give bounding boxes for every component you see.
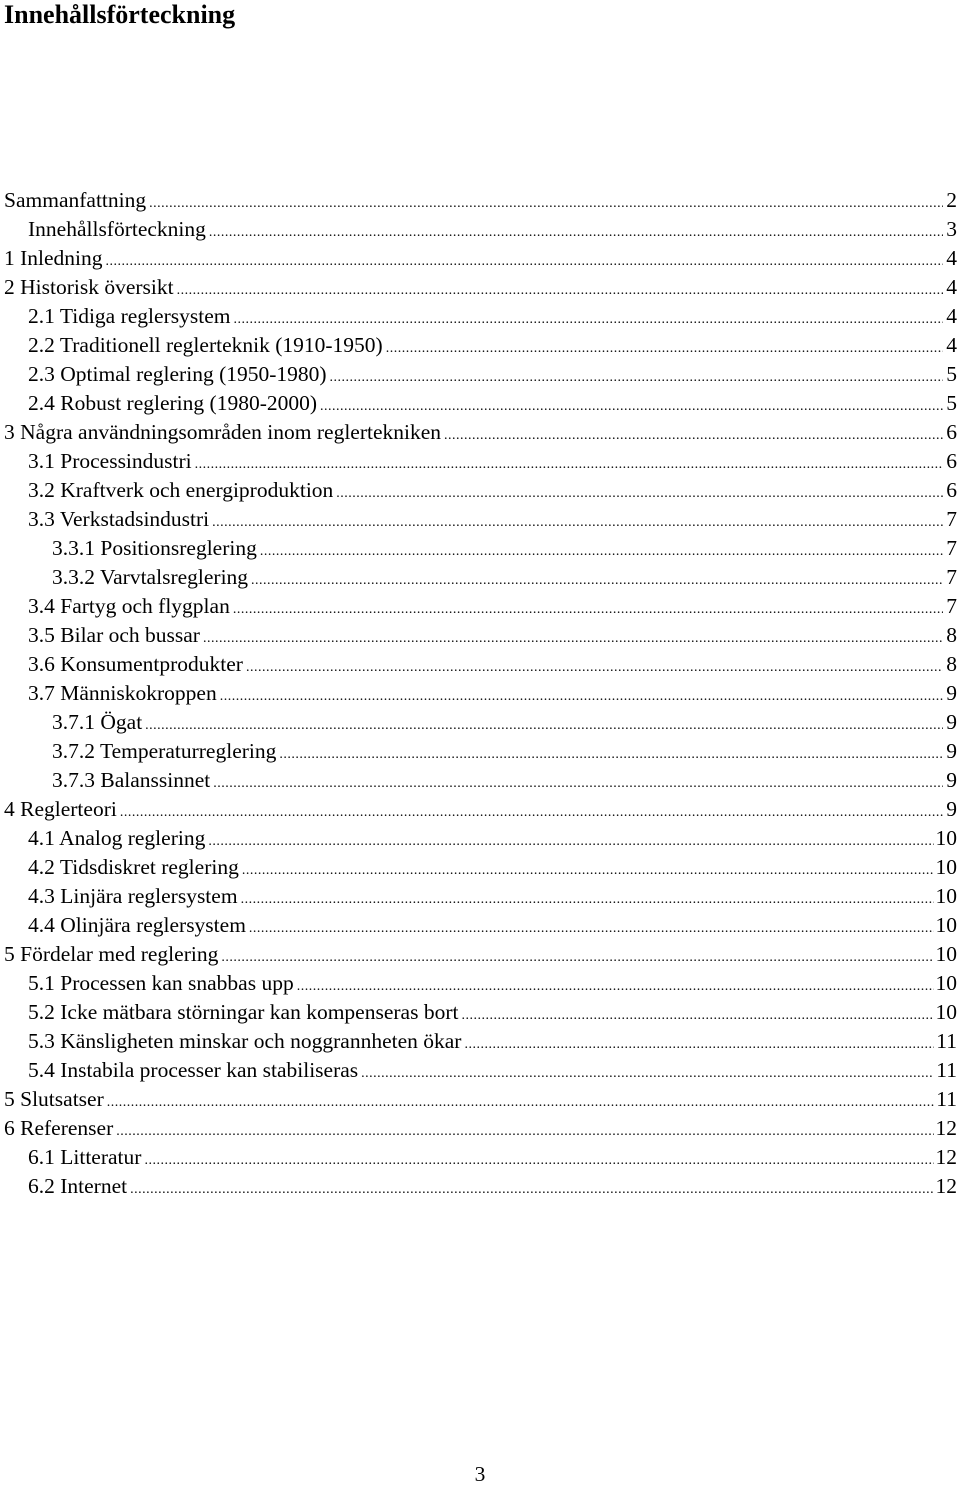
toc-dot-leader xyxy=(220,682,943,711)
toc-entry[interactable] xyxy=(4,360,957,389)
toc-entry[interactable] xyxy=(4,418,957,447)
toc-entry-page: 7 xyxy=(946,536,957,560)
toc-entry-page: 2 xyxy=(946,188,957,212)
toc-entry-label: 3.6 Konsumentprodukter xyxy=(28,652,243,676)
toc-entry[interactable] xyxy=(4,1114,957,1143)
toc-entry[interactable] xyxy=(4,592,957,621)
toc-entry-page: 10 xyxy=(935,884,957,908)
toc-entry-page: 12 xyxy=(935,1116,957,1140)
toc-entry[interactable] xyxy=(4,969,957,998)
toc-entry-label: 3.1 Processindustri xyxy=(28,449,192,473)
toc-entry[interactable] xyxy=(4,795,957,824)
toc-entry-page: 10 xyxy=(935,971,957,995)
toc-dot-leader xyxy=(260,537,943,566)
toc-dot-leader xyxy=(242,856,934,885)
toc-entry[interactable] xyxy=(4,1085,957,1114)
toc-entry[interactable] xyxy=(4,534,957,563)
toc-entry-label: 3.7.3 Balanssinnet xyxy=(52,768,211,792)
toc-dot-leader xyxy=(203,624,943,653)
toc-entry[interactable] xyxy=(4,302,957,331)
toc-dot-leader xyxy=(251,566,943,595)
toc-entry[interactable] xyxy=(4,331,957,360)
toc-entry[interactable] xyxy=(4,882,957,911)
toc-entry-page: 8 xyxy=(946,623,957,647)
toc-entry[interactable] xyxy=(4,679,957,708)
toc-entry-label: 3.3 Verkstadsindustri xyxy=(28,507,210,531)
toc-entry-label: Sammanfattning xyxy=(4,188,147,212)
toc-entry-page: 6 xyxy=(946,420,957,444)
toc-entry[interactable] xyxy=(4,621,957,650)
toc-entry-page: 12 xyxy=(935,1174,957,1198)
toc-entry-label: 5.2 Icke mätbara störningar kan kompenseras bort xyxy=(28,1000,459,1024)
toc-entry[interactable] xyxy=(4,1172,957,1201)
toc-dot-leader xyxy=(208,827,933,856)
toc-entry[interactable] xyxy=(4,824,957,853)
toc-entry-label: 3.7.1 Ögat xyxy=(52,710,143,734)
toc-dot-leader xyxy=(116,1117,933,1146)
toc-entry[interactable] xyxy=(4,737,957,766)
toc-entry[interactable] xyxy=(4,650,957,679)
toc-entry-page: 4 xyxy=(946,304,957,328)
toc-entry[interactable] xyxy=(4,708,957,737)
toc-dot-leader xyxy=(246,653,943,682)
toc-dot-leader xyxy=(386,334,943,363)
toc-entry[interactable] xyxy=(4,1143,957,1172)
toc-entry[interactable] xyxy=(4,853,957,882)
toc-entry-page: 9 xyxy=(946,681,957,705)
toc-entry-label: 5 Slutsatser xyxy=(4,1087,104,1111)
toc-dot-leader xyxy=(209,218,943,247)
toc-dot-leader xyxy=(233,305,943,334)
toc-entry-label: 3.7 Människokroppen xyxy=(28,681,217,705)
toc-entry-page: 12 xyxy=(935,1145,957,1169)
toc-dot-leader xyxy=(444,421,943,450)
toc-dot-leader xyxy=(212,508,943,537)
toc-dot-leader xyxy=(461,1001,933,1030)
toc-dot-leader xyxy=(297,972,934,1001)
toc-dot-leader xyxy=(320,392,943,421)
toc-entry-page: 10 xyxy=(935,855,957,879)
toc-entry-label: 3 Några användningsområden inom reglertekniken xyxy=(4,420,442,444)
toc-entry-label: 6.1 Litteratur xyxy=(28,1145,142,1169)
document-title: Innehållsförteckning xyxy=(4,0,236,29)
toc-entry[interactable] xyxy=(4,273,957,302)
toc-entry-label: 2.2 Traditionell reglerteknik (1910-1950) xyxy=(28,333,383,357)
toc-entry-label: 2.4 Robust reglering (1980-2000) xyxy=(28,391,318,415)
toc-entry-label: 3.5 Bilar och bussar xyxy=(28,623,200,647)
toc-dot-leader xyxy=(177,276,943,305)
toc-entry-label: 6.2 Internet xyxy=(28,1174,128,1198)
toc-dot-leader xyxy=(120,798,943,827)
toc-dot-leader xyxy=(144,1146,933,1175)
toc-entry-label: 3.7.2 Temperaturreglering xyxy=(52,739,277,763)
toc-entry-label: 5 Fördelar med reglering xyxy=(4,942,219,966)
toc-entry[interactable] xyxy=(4,563,957,592)
toc-entry[interactable] xyxy=(4,766,957,795)
toc-entry-page: 11 xyxy=(936,1058,957,1082)
toc-entry-label: 5.4 Instabila processer kan stabiliseras xyxy=(28,1058,359,1082)
toc-entry-page: 6 xyxy=(946,449,957,473)
toc-dot-leader xyxy=(221,943,933,972)
toc-entry-label: 3.3.1 Positionsreglering xyxy=(52,536,257,560)
toc-entry-page: 9 xyxy=(946,797,957,821)
toc-entry[interactable] xyxy=(4,1027,957,1056)
toc-entry-page: 10 xyxy=(935,1000,957,1024)
toc-entry-label: 4.3 Linjära reglersystem xyxy=(28,884,238,908)
toc-entry-page: 11 xyxy=(936,1087,957,1111)
toc-entry-page: 10 xyxy=(935,913,957,937)
toc-entry-page: 8 xyxy=(946,652,957,676)
toc-dot-leader xyxy=(106,247,943,276)
toc-dot-leader xyxy=(464,1030,934,1059)
toc-entry-label: 2.3 Optimal reglering (1950-1980) xyxy=(28,362,327,386)
toc-entry-page: 9 xyxy=(946,768,957,792)
toc-dot-leader xyxy=(361,1059,934,1088)
toc-entry-page: 11 xyxy=(936,1029,957,1053)
toc-entry-page: 3 xyxy=(946,217,957,241)
toc-dot-leader xyxy=(279,740,943,769)
toc-entry-label: 2.1 Tidiga reglersystem xyxy=(28,304,231,328)
toc-entry-page: 9 xyxy=(946,710,957,734)
toc-entry-page: 5 xyxy=(946,391,957,415)
toc-entry-label: 4.1 Analog reglering xyxy=(28,826,206,850)
toc-dot-leader xyxy=(130,1175,933,1204)
toc-entry-page: 7 xyxy=(946,594,957,618)
toc-entry-label: Innehållsförteckning xyxy=(28,217,206,241)
toc-entry-label: 4.2 Tidsdiskret reglering xyxy=(28,855,239,879)
toc-dot-leader xyxy=(336,479,943,508)
toc-entry-page: 6 xyxy=(946,478,957,502)
toc-entry-label: 3.2 Kraftverk och energiproduktion xyxy=(28,478,334,502)
toc-entry[interactable] xyxy=(4,940,957,969)
toc-entry-label: 3.4 Fartyg och flygplan xyxy=(28,594,230,618)
toc-dot-leader xyxy=(107,1088,935,1117)
toc-entry-label: 1 Inledning xyxy=(4,246,103,270)
toc-dot-leader xyxy=(195,450,943,479)
toc-entry[interactable] xyxy=(4,244,957,273)
table-of-contents xyxy=(4,186,957,1201)
toc-entry-page: 4 xyxy=(946,246,957,270)
toc-entry-page: 5 xyxy=(946,362,957,386)
toc-entry[interactable] xyxy=(4,1056,957,1085)
toc-entry-page: 9 xyxy=(946,739,957,763)
page-number: 3 xyxy=(474,1462,486,1486)
toc-entry[interactable] xyxy=(4,447,957,476)
toc-entry-label: 3.3.2 Varvtalsreglering xyxy=(52,565,249,589)
toc-entry-page: 10 xyxy=(935,826,957,850)
toc-dot-leader xyxy=(233,595,943,624)
toc-entry-label: 6 Referenser xyxy=(4,1116,114,1140)
toc-entry-label: 5.3 Känsligheten minskar och noggrannheten ökar xyxy=(28,1029,462,1053)
toc-entry-page: 4 xyxy=(946,333,957,357)
toc-entry-label: 4 Reglerteori xyxy=(4,797,117,821)
toc-dot-leader xyxy=(241,885,934,914)
toc-entry[interactable] xyxy=(4,476,957,505)
toc-entry[interactable] xyxy=(4,186,957,215)
toc-entry-label: 4.4 Olinjära reglersystem xyxy=(28,913,246,937)
toc-dot-leader xyxy=(145,711,943,740)
toc-entry-page: 7 xyxy=(946,565,957,589)
toc-entry[interactable] xyxy=(4,998,957,1027)
toc-entry-label: 5.1 Processen kan snabbas upp xyxy=(28,971,294,995)
toc-entry-page: 7 xyxy=(946,507,957,531)
toc-entry-page: 4 xyxy=(946,275,957,299)
toc-dot-leader xyxy=(149,189,943,218)
toc-dot-leader xyxy=(249,914,934,943)
toc-entry-label: 2 Historisk översikt xyxy=(4,275,174,299)
toc-entry[interactable] xyxy=(4,911,957,940)
toc-entry-page: 10 xyxy=(935,942,957,966)
toc-entry[interactable] xyxy=(4,505,957,534)
toc-entry[interactable] xyxy=(4,389,957,418)
toc-dot-leader xyxy=(330,363,943,392)
toc-dot-leader xyxy=(213,769,943,798)
toc-entry[interactable] xyxy=(4,215,957,244)
